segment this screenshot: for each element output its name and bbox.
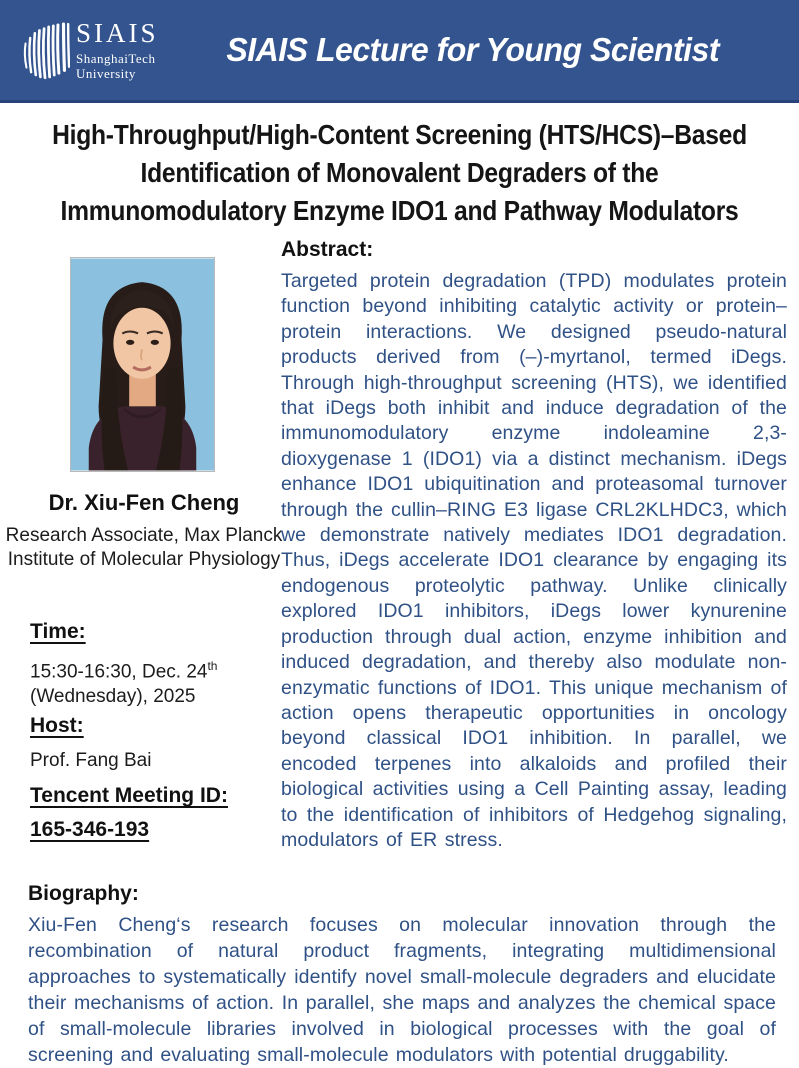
meeting-id-value: 165-346-193 xyxy=(30,818,150,841)
speaker-name: Dr. Xiu-Fen Cheng xyxy=(48,490,240,515)
time-line2: (Wednesday), 2025 xyxy=(30,686,196,708)
meeting-id-label: Tencent Meeting ID: xyxy=(30,784,228,807)
logo-org-line2: University xyxy=(76,65,136,81)
abstract-heading: Abstract: xyxy=(281,238,374,261)
talk-title-line2: Identification of Monovalent Degraders of the xyxy=(140,157,659,188)
host-value: Prof. Fang Bai xyxy=(30,750,152,771)
banner-title: SIAIS Lecture for Young Scientist xyxy=(226,31,720,68)
speaker-photo xyxy=(70,257,215,472)
siais-logo xyxy=(0,19,160,81)
speaker-affiliation: Research Associate, Max Planck Institute of Molecular Physiology xyxy=(5,525,283,570)
host-label: Host: xyxy=(30,714,84,737)
time-label: Time: xyxy=(30,620,86,643)
time-value xyxy=(30,654,217,709)
logo-name: SIAIS xyxy=(76,17,159,48)
logo-org-line1: ShanghaiTech xyxy=(76,50,156,66)
talk-title-line1: High-Throughput/High-Content Screening (HTS/HCS)–Based xyxy=(52,119,747,150)
talk-title-line3: Immunomodulatory Enzyme IDO1 and Pathway Modulators xyxy=(60,195,739,226)
time-line1-text: 15:30-16:30, Dec. 24 xyxy=(30,661,208,683)
biography-heading: Biography: xyxy=(28,882,139,905)
abstract-text: Targeted protein degradation (TPD) modulates protein function beyond inhibiting catalytic activity or protein–protein interactions. We designed pseudo-natural products derived from (–)-myrtanol, termed iDegs. Through high-throughput screening (HTS), we identified that iDegs both inhibit and induce degradation of the immunomodulatory enzyme indoleamine 2,3-dioxygenase 1 (IDO1) via a distinct mechanism. iDegs enhance IDO1 ubiquitination and proteasomal turnover through the cullin–RING E3 ligase CRL2KLHDC3, which we demonstrate natively mediates IDO1 degradation. Thus, iDegs accelerate IDO1 clearance by engaging its endogenous proteolytic pathway. Unlike clinically explored IDO1 inhibitors, iDegs lower kynurenine production through dual action, enzyme inhibition and induced degradation, and thereby also modulate non-enzymatic functions of IDO1. This unique mechanism of action opens therapeutic opportunities in oncology beyond classical IDO1 inhibition. In parallel, we encoded terpenes into alkaloids and profiled their biological activities using a Cell Painting assay, leading to the identification of inhibitors of Hedgehog signaling, modulators of ER stress. xyxy=(281,270,787,851)
biography-text: Xiu-Fen Cheng‘s research focuses on molecular innovation through the recombination of natural product fragments, integrating multidimensional approaches to systematically identify novel small-molecule degraders and elucidate their mechanisms of action. In parallel, she maps and analyzes the chemical space of small-molecule libraries involved in biological processes with the goal of screening and evaluating small-molecule modulators with potential druggability. xyxy=(28,914,776,1066)
talk-title xyxy=(48,116,751,230)
time-superscript: th xyxy=(207,659,218,673)
logo-text xyxy=(76,17,159,81)
siais-logo-icon xyxy=(20,19,70,81)
banner xyxy=(0,0,799,103)
time-line1 xyxy=(30,654,217,684)
